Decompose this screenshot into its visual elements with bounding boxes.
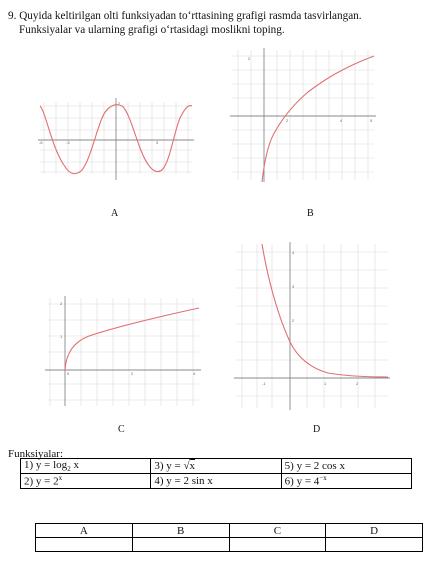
- svg-text:4: 4: [292, 250, 295, 255]
- answer-header-d: D: [326, 524, 423, 538]
- graph-a: [36, 92, 196, 184]
- function-cell-4: 4) y = 2 sin x: [151, 474, 281, 489]
- function-cell-3: 3) y = √x: [151, 459, 281, 474]
- answer-header-c: C: [229, 524, 326, 538]
- graph-d-label: D: [313, 424, 321, 435]
- svg-text:0: 0: [67, 371, 70, 376]
- question-line-1: 9. Quyida keltirilgan olti funksiyadan to‘rttasining grafigi rasmda tasvirlangan.: [8, 10, 362, 22]
- svg-text:-3: -3: [66, 140, 70, 145]
- function-cell-5: 5) y = 2 cos x: [281, 459, 411, 474]
- answer-header-row: [36, 524, 423, 538]
- graph-c: [43, 294, 203, 408]
- svg-text:2: 2: [292, 318, 295, 323]
- svg-text:-1: -1: [262, 381, 266, 386]
- svg-text:2: 2: [286, 118, 289, 123]
- graph-c-label: C: [118, 424, 125, 435]
- svg-text:4: 4: [193, 371, 196, 376]
- answer-cell-d[interactable]: [326, 538, 423, 552]
- svg-text:3: 3: [292, 284, 295, 289]
- functions-table: [20, 458, 412, 489]
- function-cell-6: 6) $y = 4^{-x}$: [281, 474, 411, 489]
- answer-input-row: [36, 538, 423, 552]
- svg-text:4: 4: [340, 118, 343, 123]
- svg-text:2: 2: [356, 381, 359, 386]
- table-row: [21, 459, 412, 474]
- function-cell-2: 2) $y = 2^x$: [21, 474, 151, 489]
- graph-b: [228, 46, 378, 182]
- answer-table: [35, 523, 423, 552]
- svg-text:3: 3: [156, 140, 159, 145]
- question-line-2: Funksiyalar va ularning grafigi o‘rtasidagi moslikni toping.: [19, 24, 285, 36]
- svg-text:1: 1: [60, 334, 63, 339]
- answer-cell-a[interactable]: [36, 538, 133, 552]
- svg-text:1: 1: [324, 381, 327, 386]
- answer-cell-b[interactable]: [132, 538, 229, 552]
- function-cell-1: 1) $y = \log_2 x$: [21, 459, 151, 474]
- answer-cell-c[interactable]: [229, 538, 326, 552]
- svg-text:-6: -6: [39, 140, 43, 145]
- svg-text:2: 2: [60, 301, 63, 306]
- svg-text:2: 2: [118, 101, 121, 106]
- functions-title: Funksiyalar:: [8, 448, 63, 460]
- svg-text:2: 2: [131, 371, 134, 376]
- question-text: [8, 9, 420, 37]
- graph-d: [232, 240, 392, 410]
- svg-text:2: 2: [248, 56, 251, 61]
- table-row: [21, 474, 412, 489]
- answer-header-b: B: [132, 524, 229, 538]
- answer-header-a: A: [36, 524, 133, 538]
- graph-a-label: A: [111, 208, 119, 219]
- graph-b-label: B: [307, 208, 314, 219]
- svg-text:5: 5: [370, 118, 373, 123]
